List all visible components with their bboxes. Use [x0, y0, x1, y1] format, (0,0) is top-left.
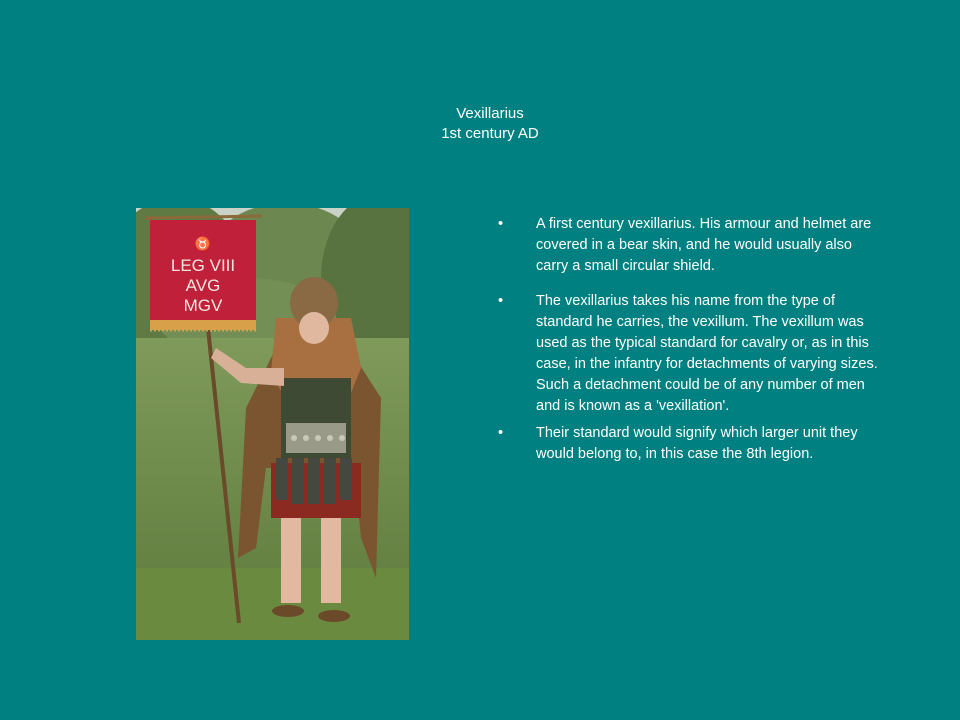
bullet-item-3 — [498, 423, 882, 465]
bullet-item-1 — [498, 214, 882, 277]
banner-text-line-3: MGV — [183, 296, 223, 315]
bullet-marker: • — [498, 293, 504, 309]
banner-text-line-2: AVG — [185, 276, 221, 295]
banner-text-line-1: LEG VIII — [170, 256, 236, 275]
bullet-marker: • — [498, 425, 504, 441]
title-line-2: 1st century AD — [441, 125, 539, 142]
title-line-1: Vexillarius — [456, 105, 524, 122]
bullet-text: Their standard would signify which larger unit they would belong to, in this case the 8th legion. — [536, 425, 858, 462]
slide-title — [0, 104, 960, 144]
vexillum-banner — [150, 220, 256, 330]
bullet-item-2 — [498, 291, 882, 417]
bullet-text: The vexillarius takes his name from the type of standard he carries, the vexillum. The vexillum was used as the typical standard for cavalry or, as in this case, in the infantry for detachments of varying sizes. Such a detachment could be of any number of men and is known as a 'vexillation'. — [536, 293, 878, 414]
vexillarius-photo — [136, 208, 409, 640]
bullet-marker: • — [498, 216, 504, 232]
bullet-text: A first century vexillarius. His armour and helmet are covered in a bear skin, and he would usually also carry a small circular shield. — [536, 216, 872, 274]
svg-text:♉: ♉ — [194, 236, 212, 251]
bullet-list — [498, 214, 882, 479]
